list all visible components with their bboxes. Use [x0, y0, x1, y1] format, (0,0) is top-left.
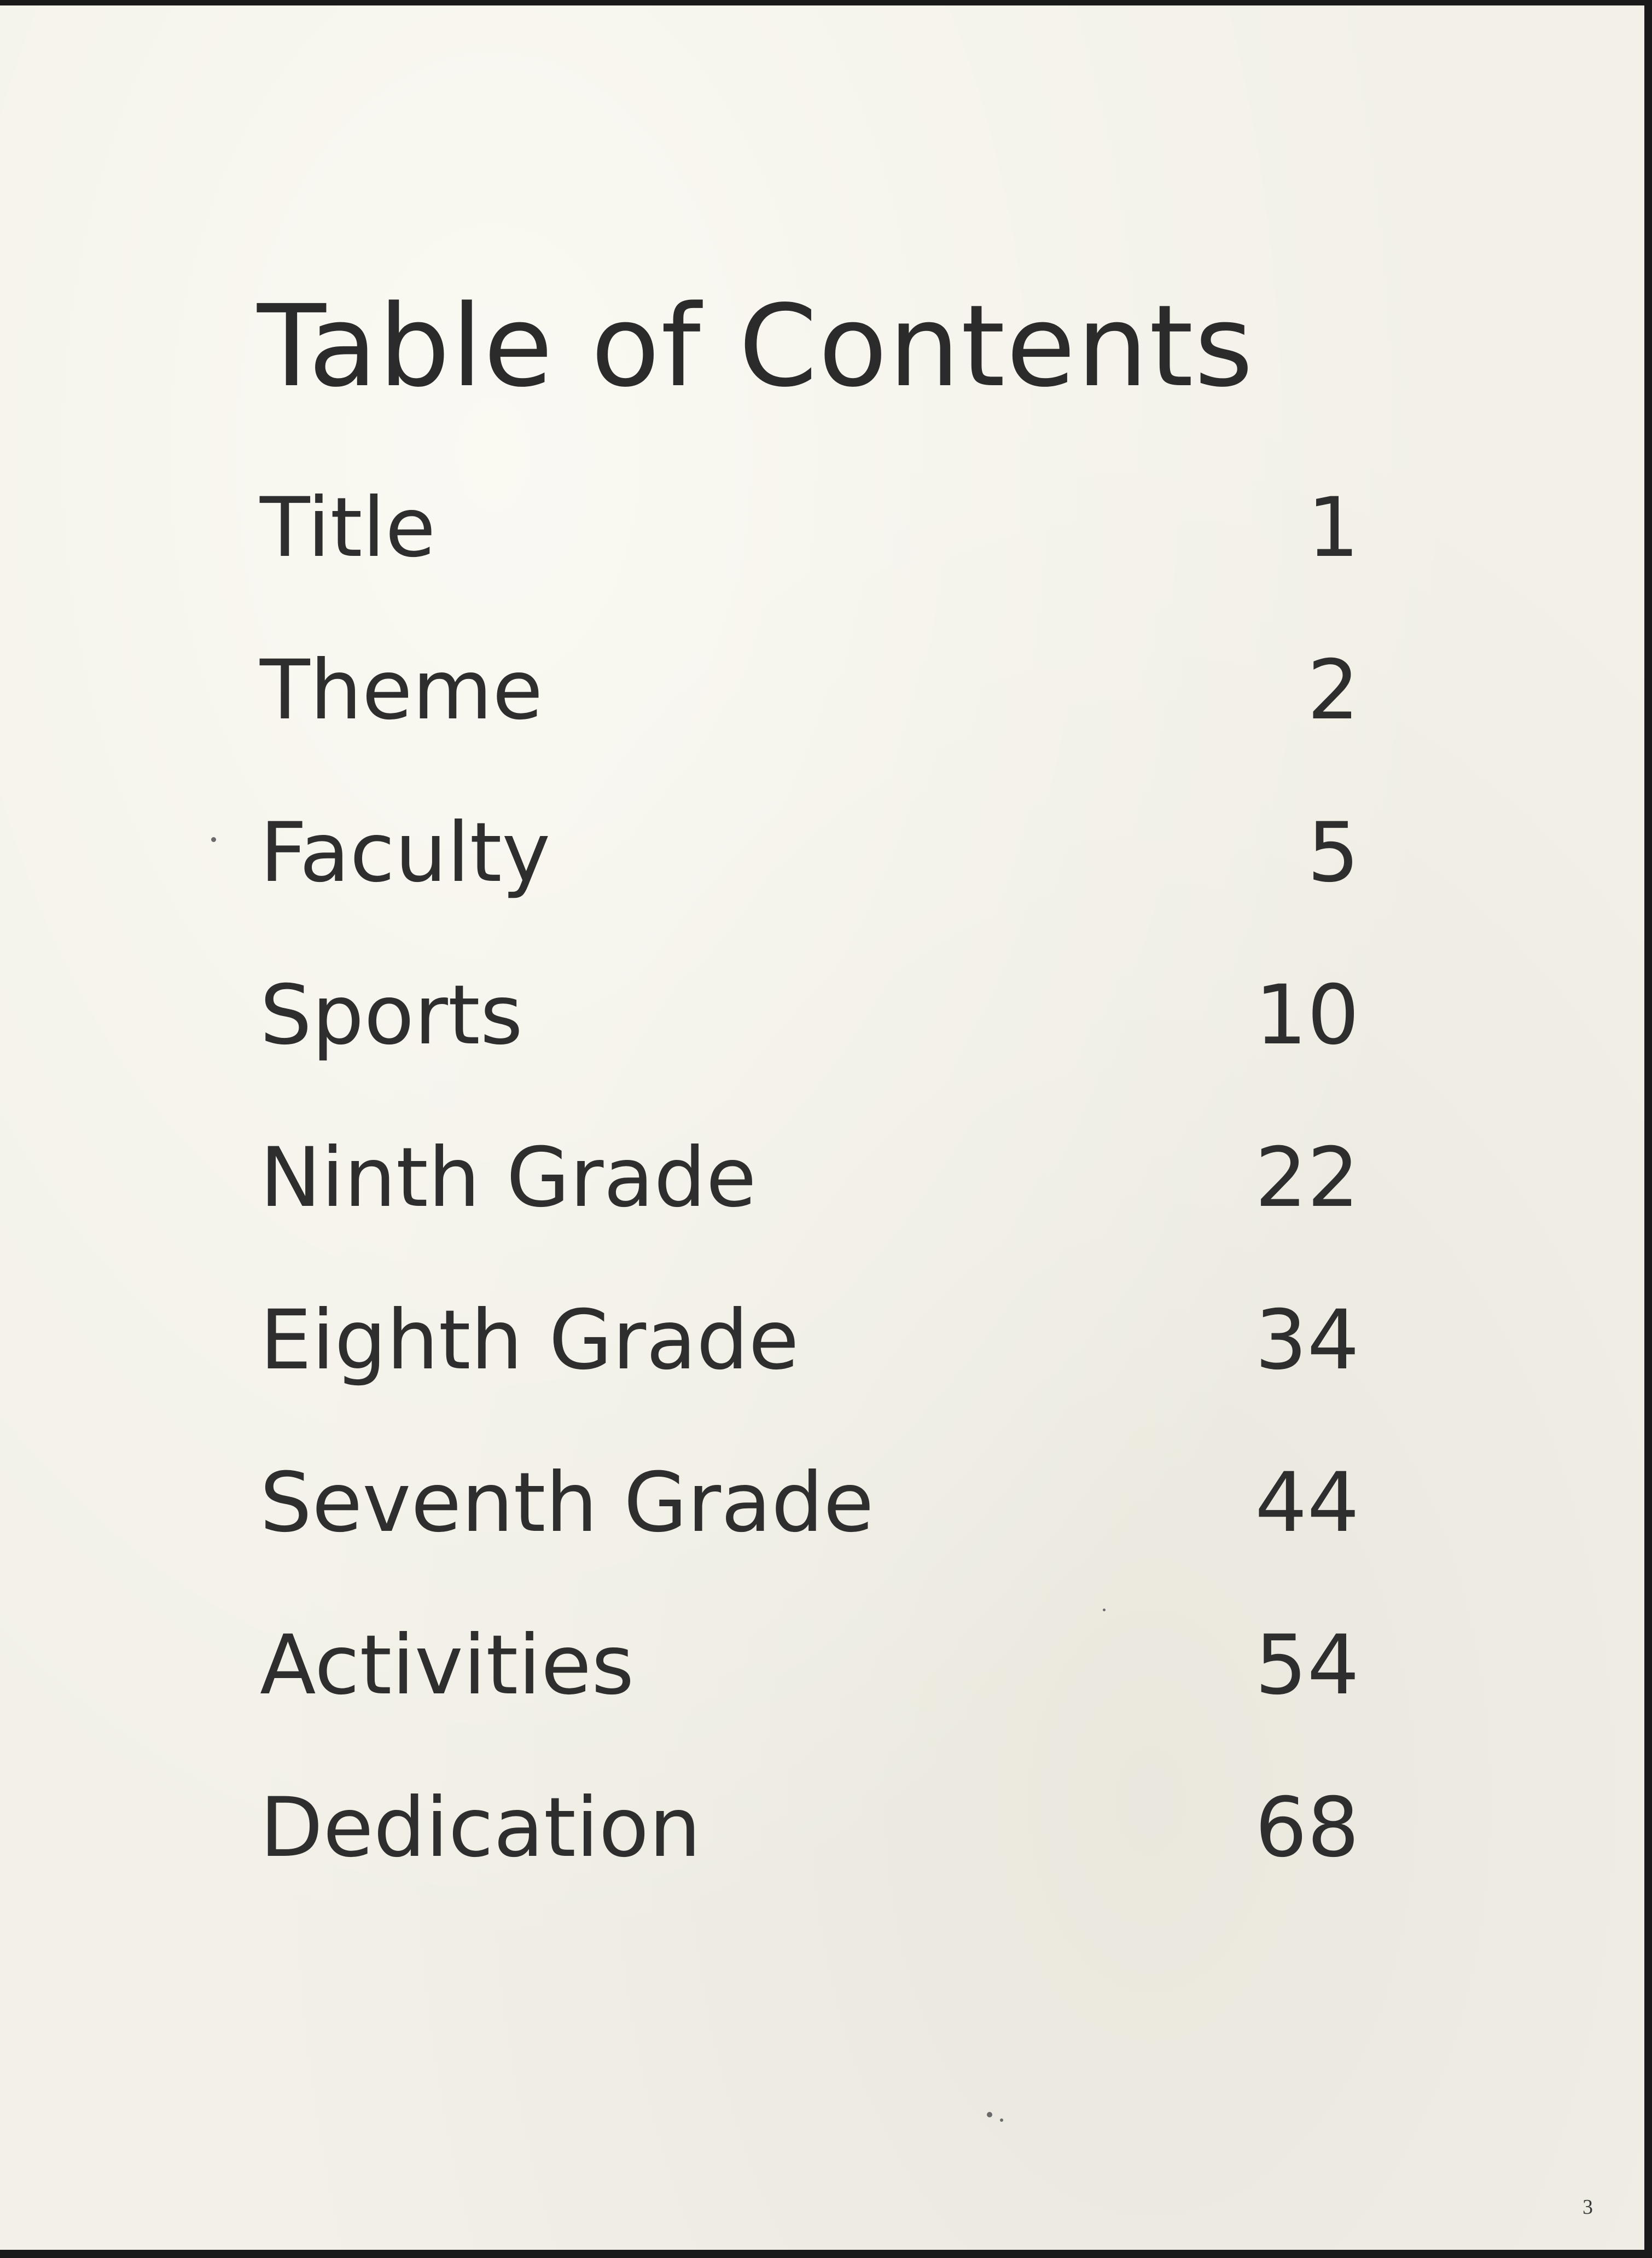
toc-entry-label: Theme — [260, 643, 543, 738]
toc-entry-label: Title — [260, 480, 436, 576]
toc-entry-page: 1 — [1307, 480, 1359, 576]
toc-entry-label: Ninth Grade — [260, 1130, 757, 1226]
toc-list — [260, 480, 1359, 1949]
toc-entry-label: Activities — [260, 1618, 635, 1713]
paper-speck — [1000, 2118, 1003, 2122]
paper-speck — [987, 2112, 992, 2117]
toc-entry-activities — [260, 1618, 1359, 1787]
toc-entry-label: Sports — [260, 968, 523, 1063]
yearbook-page — [0, 5, 1644, 2250]
toc-entry-eighth-grade — [260, 1293, 1359, 1462]
paper-speck — [1103, 1609, 1106, 1611]
toc-entry-title — [260, 480, 1359, 649]
page-number: 3 — [1583, 2196, 1593, 2219]
toc-entry-page: 68 — [1255, 1780, 1359, 1876]
toc-entry-page: 2 — [1307, 643, 1359, 738]
toc-entry-page: 54 — [1255, 1618, 1359, 1713]
toc-entry-page: 44 — [1255, 1455, 1359, 1551]
toc-entry-dedication — [260, 1780, 1359, 1949]
toc-entry-page: 22 — [1255, 1130, 1359, 1226]
toc-entry-page: 5 — [1307, 805, 1359, 901]
page-title: Table of Contents — [257, 281, 1254, 412]
toc-entry-theme — [260, 643, 1359, 812]
paper-speck — [211, 837, 216, 842]
toc-entry-sports — [260, 968, 1359, 1137]
toc-entry-seventh-grade — [260, 1455, 1359, 1624]
toc-entry-faculty — [260, 805, 1359, 974]
toc-entry-label: Eighth Grade — [260, 1293, 799, 1388]
toc-entry-page: 34 — [1255, 1293, 1359, 1388]
toc-entry-label: Seventh Grade — [260, 1455, 874, 1551]
toc-entry-page: 10 — [1255, 968, 1359, 1063]
toc-entry-ninth-grade — [260, 1130, 1359, 1299]
toc-entry-label: Faculty — [260, 805, 551, 901]
toc-entry-label: Dedication — [260, 1780, 701, 1876]
